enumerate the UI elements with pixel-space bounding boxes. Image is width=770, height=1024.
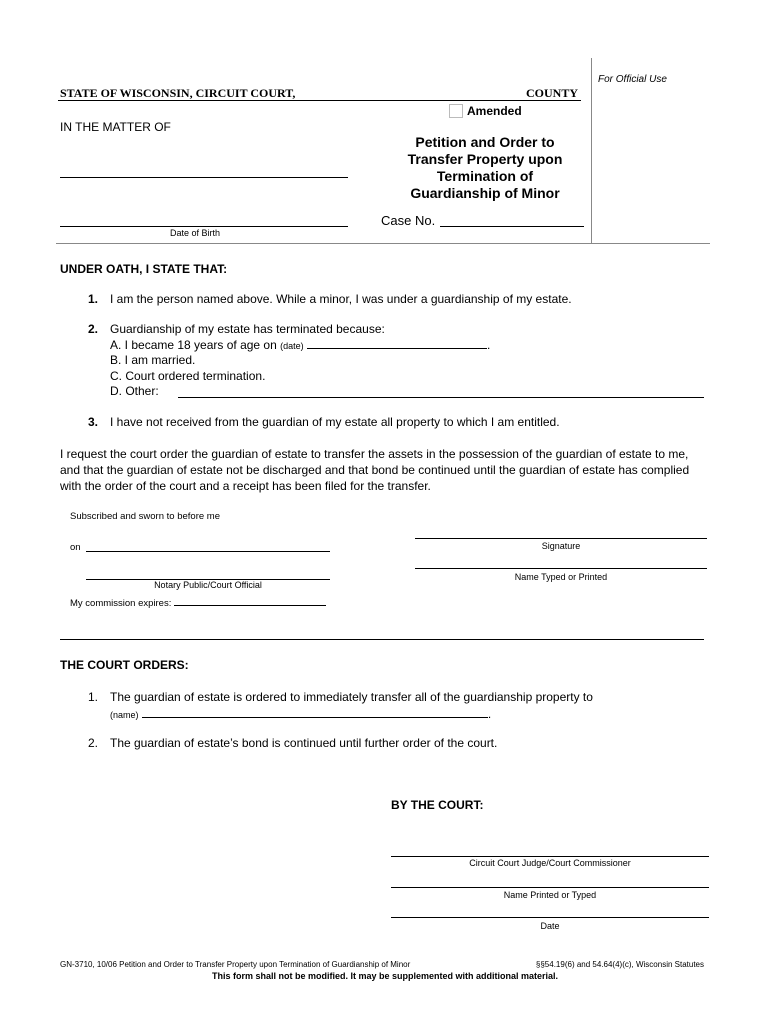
commission-label — [70, 598, 326, 609]
title-line-2: Transfer Property upon — [407, 151, 563, 167]
commission-date-field[interactable] — [174, 605, 326, 606]
orders-heading: THE COURT ORDERS: — [60, 658, 189, 672]
dob-label: Date of Birth — [170, 228, 221, 238]
title-line-3: Termination of — [436, 168, 534, 184]
petition-item-2-num: 2. — [88, 322, 99, 336]
transfer-name-field[interactable] — [142, 717, 488, 718]
petition-item-2b: B. I am married. — [110, 353, 196, 367]
petition-item-2a: A. I became 18 years of age on (date) . — [110, 338, 491, 352]
by-court-label: BY THE COURT: — [391, 798, 484, 812]
official-use-border — [591, 58, 592, 244]
petition-item-2c: C. Court ordered termination. — [110, 369, 266, 383]
petition-item-2-text: Guardianship of my estate has terminated because: — [110, 322, 385, 336]
item-2a-text: A. I became 18 years of age on — [110, 338, 277, 352]
age-date-field[interactable] — [307, 348, 487, 349]
petition-heading: UNDER OATH, I STATE THAT: — [60, 262, 228, 276]
petition-item-2d: D. Other: — [110, 384, 159, 398]
item-2a-hint: (date) — [280, 341, 304, 351]
dob-field[interactable] — [60, 226, 348, 227]
footer-form-id: GN-3710, 10/06 Petition and Order to Transfer Property upon Termination of Guardianship of Minor — [60, 960, 411, 969]
amended-label: Amended — [467, 104, 522, 118]
court-county-field[interactable] — [58, 100, 581, 101]
case-no-field[interactable] — [440, 226, 584, 227]
judge-name-label: Name Printed or Typed — [503, 890, 597, 900]
matter-label: IN THE MATTER OF — [60, 120, 171, 134]
order-date-field[interactable] — [391, 917, 709, 918]
orders-item-1-num: 1. — [88, 690, 99, 704]
footer-notice: This form shall not be modified. It may be supplemented with additional material. — [211, 971, 559, 981]
request-paragraph: I request the court order the guardian of estate to transfer the assets in the possession of the guardian of estate to me, and that the guardian of estate not be discharged and that bond be continued until the guardian of estate has complied with the order of the court and a receipt has been filed for the transfer. — [60, 447, 690, 493]
orders-item-1-name: (name) . — [110, 707, 492, 721]
on-label: on — [70, 542, 81, 553]
signature-field[interactable] — [415, 538, 707, 539]
county-label: COUNTY — [526, 86, 579, 100]
petition-item-1-num: 1. — [88, 292, 99, 306]
judge-name-field[interactable] — [391, 887, 709, 888]
title-line-1: Petition and Order to — [415, 134, 555, 150]
other-reason-field[interactable] — [178, 397, 704, 398]
notary-official-label: Notary Public/Court Official — [154, 580, 262, 590]
title-line-4: Guardianship of Minor — [410, 185, 560, 201]
judge-label: Circuit Court Judge/Court Commissioner — [469, 858, 631, 868]
petition-item-3-num: 3. — [88, 415, 99, 429]
orders-item-1-text: The guardian of estate is ordered to immediately transfer all of the guardianship property to — [110, 690, 593, 704]
orders-item-2-text: The guardian of estate’s bond is continued until further order of the court. — [110, 736, 498, 750]
footer-statutes: §§54.19(6) and 54.64(4)(c), Wisconsin Statutes — [535, 960, 704, 969]
commission-text: My commission expires: — [70, 598, 172, 609]
name-hint: (name) — [110, 710, 139, 720]
order-date-label: Date — [540, 921, 560, 931]
signature-label: Signature — [541, 541, 581, 551]
sworn-label: Subscribed and sworn to before me — [70, 511, 220, 522]
petition-item-3-text: I have not received from the guardian of my estate all property to which I am entitled. — [110, 415, 560, 429]
form-title — [380, 134, 590, 202]
amended-checkbox[interactable] — [449, 104, 463, 118]
official-use-label: For Official Use — [598, 74, 667, 85]
matter-name-field[interactable] — [60, 177, 348, 178]
court-label: STATE OF WISCONSIN, CIRCUIT COURT, — [60, 86, 296, 100]
sworn-date-field[interactable] — [86, 551, 330, 552]
case-no-label: Case No. — [381, 213, 436, 228]
orders-item-2-num: 2. — [88, 736, 99, 750]
judge-signature-field[interactable] — [391, 856, 709, 857]
header-bottom-rule — [56, 243, 710, 244]
section-divider — [60, 639, 704, 640]
petition-item-1-text: I am the person named above. While a minor, I was under a guardianship of my estate. — [110, 292, 572, 306]
name-typed-label: Name Typed or Printed — [514, 572, 608, 582]
name-typed-field[interactable] — [415, 568, 707, 569]
